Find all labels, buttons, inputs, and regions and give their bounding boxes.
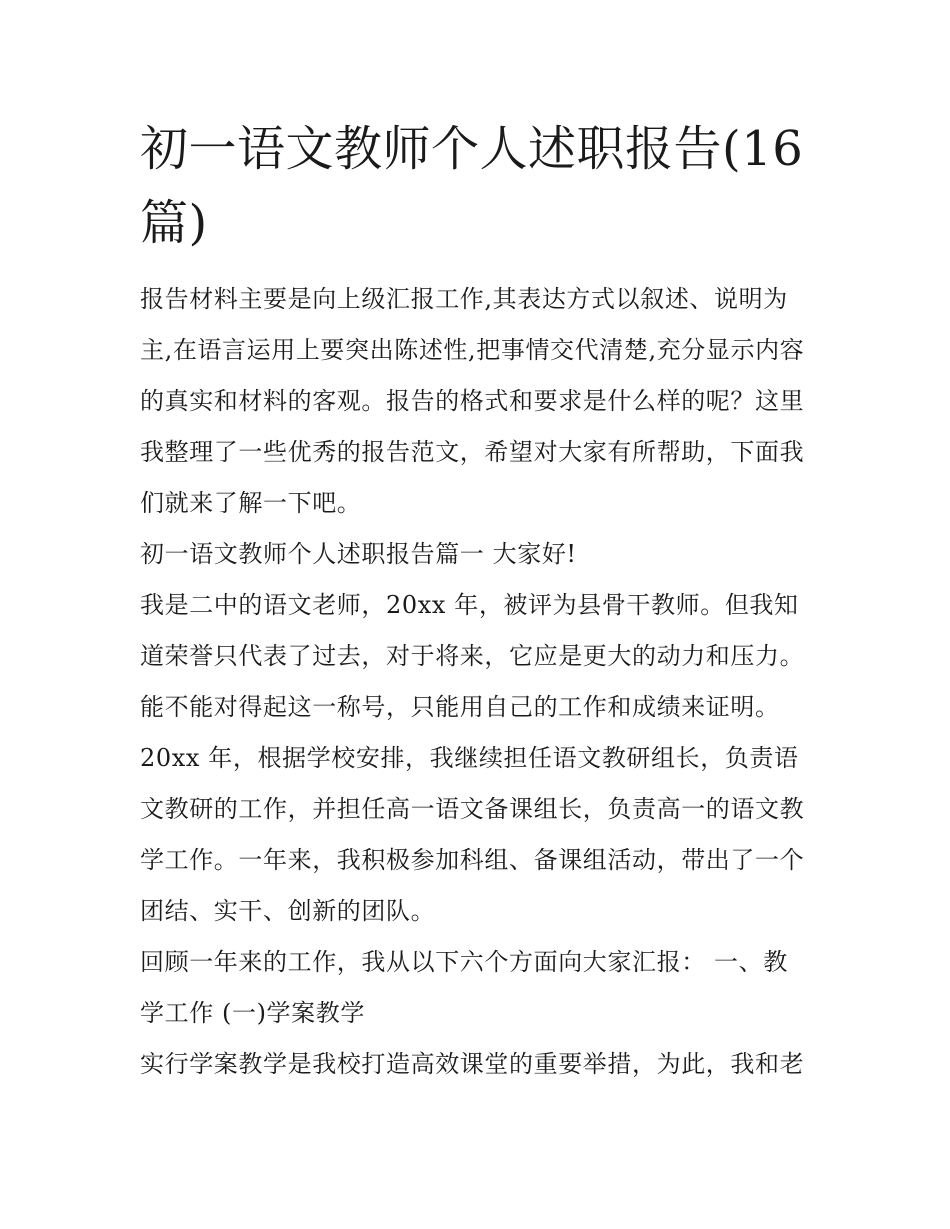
- title-line-1: 初一语文教师个人述职报告(16: [140, 121, 804, 177]
- body-paragraph: [140, 937, 820, 1039]
- body-paragraph: [140, 580, 820, 733]
- text-line: 报告材料主要是向上级汇报工作,其表达方式以叙述、说明为: [140, 285, 788, 313]
- text-line: 的真实和材料的客观。报告的格式和要求是什么样的呢？这里: [140, 387, 805, 415]
- text-line: 能不能对得起这一称号，只能用自己的工作和成绩来证明。: [140, 693, 780, 721]
- text-line: 学工作 (一)学案教学: [140, 999, 365, 1027]
- document-title: [140, 112, 820, 260]
- text-line: 学工作。一年来，我积极参加科组、备课组活动，带出了一个: [140, 846, 805, 874]
- text-line: 回顾一年来的工作，我从以下六个方面向大家汇报： 一、教: [140, 948, 788, 976]
- title-line-2: 篇): [140, 195, 208, 251]
- text-line: 道荣誉只代表了过去，对于将来，它应是更大的动力和压力。: [140, 642, 805, 670]
- text-line: 们就来了解一下吧。: [140, 489, 362, 517]
- text-line: 主,在语言运用上要突出陈述性,把事情交代清楚,充分显示内容: [140, 336, 805, 364]
- text-line: 团结、实干、创新的团队。: [140, 897, 436, 925]
- text-line: 20xx 年，根据学校安排，我继续担任语文教研组长，负责语: [140, 744, 799, 772]
- text-line: 我整理了一些优秀的报告范文，希望对大家有所帮助，下面我: [140, 438, 805, 466]
- document-body: [140, 112, 820, 1090]
- body-paragraph: [140, 1039, 820, 1090]
- intro-paragraph: [140, 274, 820, 529]
- text-line: 文教研的工作，并担任高一语文备课组长，负责高一的语文教: [140, 795, 805, 823]
- text-line: 我是二中的语文老师，20xx 年，被评为县骨干教师。但我知: [140, 591, 799, 619]
- text-line: 实行学案教学是我校打造高效课堂的重要举措，为此，我和老: [140, 1050, 805, 1078]
- text-line: 初一语文教师个人述职报告篇一 大家好!: [140, 540, 577, 568]
- section-heading-paragraph: [140, 529, 820, 580]
- body-paragraph: [140, 733, 820, 937]
